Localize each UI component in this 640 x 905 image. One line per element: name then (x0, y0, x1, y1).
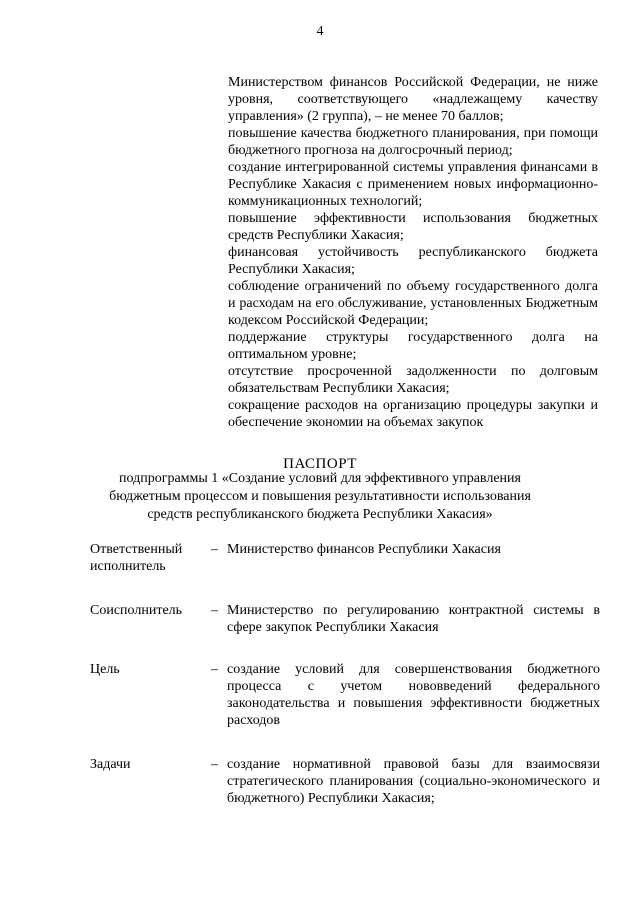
row-label: Соисполнитель (90, 603, 183, 618)
page-number: 4 (316, 24, 324, 39)
text-line: бюджетного прогноза на долгосрочный период; (228, 143, 513, 158)
text-line: обеспечение экономии на объемах закупок (228, 415, 484, 430)
passport-title: ПАСПОРТ (283, 456, 357, 472)
row-text: создание нормативной правовой базы для взаимосвязи стратегического планирования (социально-экономического и бюджетного) Республики Хакасия; (227, 757, 600, 806)
text-line: коммуникационных технологий; (228, 194, 423, 209)
text-line: поддержание структуры государственного долга на (228, 330, 598, 345)
row-dash: – (211, 757, 218, 772)
row-text: Министерство финансов Республики Хакасия (227, 542, 501, 557)
text-line: управления» (2 группа), – не менее 70 баллов; (228, 109, 504, 124)
row-label: Ответственный исполнитель (90, 542, 183, 574)
text-line: оптимальном уровне; (228, 347, 357, 362)
subtitle-line: средств республиканского бюджета Республики Хакасия» (147, 507, 493, 522)
text-line: повышение качества бюджетного планирования, при помощи (228, 126, 598, 141)
row-text: Министерство по регулированию контрактной системы в сфере закупок Республики Хакасия (227, 603, 600, 635)
text-line: соблюдение ограничений по объему государственного долга (228, 279, 598, 294)
row-dash: – (211, 603, 218, 618)
row-dash: – (211, 542, 218, 557)
text-line: Министерством финансов Российской Федерации, не ниже (228, 75, 598, 90)
row-label: Цель (90, 662, 120, 677)
subtitle-line: подпрограммы 1 «Создание условий для эффективного управления (119, 471, 521, 486)
continuation-text (228, 74, 598, 431)
text-line: кодексом Российской Федерации; (228, 313, 429, 328)
text-line: создание интегрированной системы управления финансами в (228, 160, 598, 175)
row-text: создание условий для совершенствования бюджетного процесса с учетом нововведений федерального законодательства и повышения эффективности бюджетных расходов (227, 662, 600, 728)
text-line: Республике Хакасия с применением новых информационно- (228, 177, 598, 192)
text-line: средств Республики Хакасия; (228, 228, 404, 243)
text-line: обязательствам Республики Хакасия; (228, 381, 450, 396)
row-dash: – (211, 662, 218, 677)
text-line: Республики Хакасия; (228, 262, 355, 277)
subtitle-line: бюджетным процессом и повышения результативности использования (109, 489, 531, 504)
text-line: и расходам на его обслуживание, установленных Бюджетным (228, 296, 598, 311)
text-line: уровня, соответствующего «надлежащему качеству (228, 92, 598, 107)
text-line: сокращение расходов на организацию процедуры закупки и (228, 398, 598, 413)
text-line: повышение эффективности использования бюджетных (228, 211, 598, 226)
row-label: Задачи (90, 757, 131, 772)
text-line: финансовая устойчивость республиканского бюджета (228, 245, 598, 260)
passport-subtitle (0, 470, 640, 524)
text-line: отсутствие просроченной задолженности по долговым (228, 364, 598, 379)
